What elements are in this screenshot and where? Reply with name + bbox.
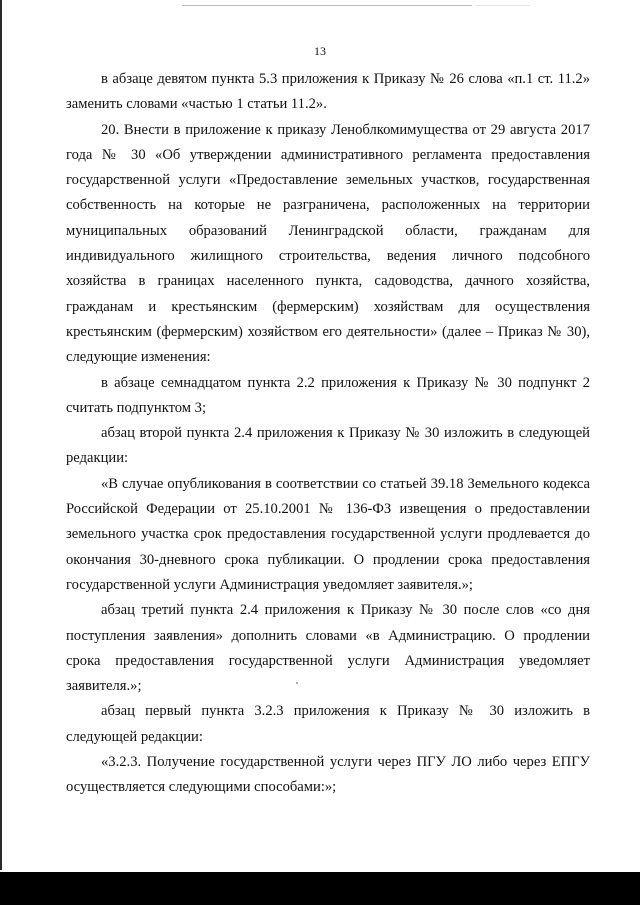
document-body [66, 67, 590, 801]
paragraph-amend-5-3: в абзаце девятом пункта 5.3 приложения к Приказу № 26 слова «п.1 ст. 11.2» заменить словами «частью 1 статьи 11.2». [66, 71, 590, 113]
scan-top-rule-faint [476, 5, 530, 6]
paragraph-amend-2-2: в абзаце семнадцатом пункта 2.2 приложения к Приказу № 30 подпункт 2 считать подпунктом 3; [66, 374, 590, 416]
paragraph-quote-2-4: «В случае опубликования в соответствии со статьей 39.18 Земельного кодекса Российской Федерации от 25.10.2001 № 136-ФЗ извещения о предоставлении земельного участка срок предоставления государственной услуги продлевается до окончания 30-дневного срока публикации. О продлении срока предоставления государственной услуги Администрация уведомляет заявителя.»; [66, 475, 590, 593]
scan-speck [296, 682, 298, 684]
page-number: 13 [314, 44, 326, 58]
paragraph-amend-2-4-third: абзац третий пункта 2.4 приложения к Приказу № 30 после слов «со дня поступления заявления» дополнить словами «в Администрацию. О продлении срока предоставления государственной услуги Администрация уведомляет заявителя.»; [66, 602, 590, 695]
paragraph-item-20: 20. Внести в приложение к приказу Леноблкомимущества от 29 августа 2017 года № 30 «Об утверждении административного регламента предоставления государственной услуги «Предоставление земельных участков, государственная собственность на которые не разграничена, расположенных на территории муниципальных образований Ленинградской области, гражданам для индивидуального жилищного строительства, ведения личного подсобного хозяйства в границах населенного пункта, садоводства, дачного хозяйства, гражданам и крестьянским (фермерским) хозяйствам для осуществления крестьянским (фермерским) хозяйством его деятельности» (далее – Приказ № 30), следующие изменения: [66, 121, 590, 366]
scan-top-rule [182, 5, 472, 6]
paragraph-amend-2-4-second: абзац второй пункта 2.4 приложения к Приказу № 30 изложить в следующей редакции: [66, 425, 590, 467]
scan-left-edge [0, 0, 2, 870]
paragraph-quote-3-2-3: «3.2.3. Получение государственной услуги через ПГУ ЛО либо через ЕПГУ осуществляется следующими способами:»; [66, 754, 590, 796]
paragraph-amend-3-2-3: абзац первый пункта 3.2.3 приложения к Приказу № 30 изложить в следующей редакции: [66, 703, 590, 745]
scan-bottom-bar [0, 872, 640, 905]
